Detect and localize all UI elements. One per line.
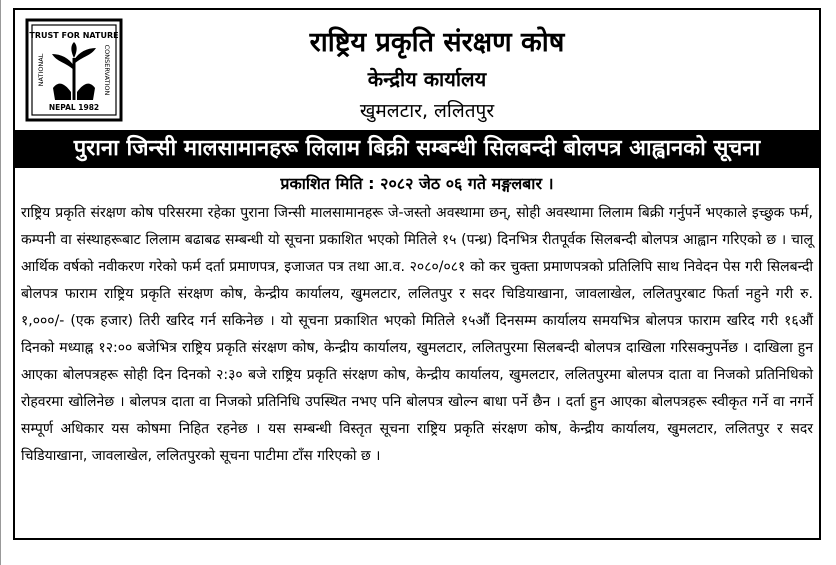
notice-body: राष्ट्रिय प्रकृति संरक्षण कोष परिसरमा रहेका पुराना जिन्सी मालसामानहरू जे-जस्तो अवस्थामा छन्, सोही अवस्थामा लिलाम बिक्री गर्नुपर्ने भएकाले इच्छुक फर्म, कम्पनी वा संस्थाहरूबाट लिलाम बढाबढ सम्बन्धी यो सूचना प्रकाशित भएको मितिले १५ (पन्ध्र) दिनभित्र रीतपूर्वक सिलबन्दी बोलपत्र आह्वान गरिएको छ । चालू आर्थिक वर्षको नवीकरण गरेको फर्म दर्ता प्रमाणपत्र, इजाजत पत्र तथा आ.व. २०८०/०८१ को कर चुक्ता प्रमाणपत्रको प्रतिलिपि साथ निवेदन पेस गरी सिलबन्दी बोलपत्र फाराम राष्ट्रिय प्रकृति संरक्षण कोष, केन्द्रीय कार्यालय, खुमलटार, ललितपुर र सदर चिडियाखाना, जावलाखेल, ललितपुरबाट फिर्ता नहुने गरी रु. १,०००/- (एक हजार) तिरी खरिद गर्न सकिनेछ । यो सूचना प्रकाशित भएको मितिले १५औं दिनसम्म कार्यालय समयभित्र बोलपत्र फाराम खरिद गरी १६औं दिनको मध्याह्न १२:०० बजेभित्र राष्ट्रिय प्रकृति संरक्षण कोष, केन्द्रीय कार्यालय, खुमलटार, ललितपुरमा सिलबन्दी बोलपत्र दाखिला गरिसक्नुपर्नेछ । दाखिला हुन आएका बोलपत्रहरू सोही दिन दिनको २:३० बजे राष्ट्रिय प्रकृति संरक्षण कोष, केन्द्रीय कार्यालय, खुमलटार, ललितपुरमा बोलपत्र दाता वा निजको प्रतिनिधिको रोहवरमा खोलिनेछ । बोलपत्र दाता वा निजको प्रतिनिधि उपस्थित नभए पनि बोलपत्र खोल्न बाधा पर्ने छैन । दर्ता हुन आएका बोलपत्रहरू स्वीकृत गर्ने वा नगर्ने सम्पूर्ण अधिकार यस कोषमा निहित रहनेछ । यस सम्बन्धी विस्तृत सूचना राष्ट्रिय प्रकृति संरक्षण कोष, केन्द्रीय कार्यालय, खुमलटार, ललितपुर र सदर चिडियाखाना, जावलाखेल, ललितपुरको सूचना पाटीमा टाँस गरिएको छ । bbox=[21, 205, 813, 464]
page-edge-line bbox=[0, 0, 1, 565]
office-name: केन्द्रीय कार्यालय bbox=[367, 67, 487, 91]
logo-bottom-text: NEPAL 1982 bbox=[48, 103, 100, 112]
notice-header bbox=[15, 10, 819, 128]
logo-top-text: TRUST FOR NATURE bbox=[29, 31, 119, 40]
org-name: राष्ट्रिय प्रकृति संरक्षण कोष bbox=[309, 27, 565, 58]
notice-title-banner: पुराना जिन्सी मालसामानहरू लिलाम बिक्री सम्बन्धी सिलबन्दी बोलपत्र आह्वानको सूचना bbox=[15, 130, 819, 168]
office-address: खुमलटार, ललितपुर bbox=[359, 100, 495, 122]
logo-right-text: CONSERVATION bbox=[103, 44, 111, 96]
published-date: प्रकाशित मिति : २०८२ जेठ ०६ गते मङ्गलबार । bbox=[280, 174, 554, 193]
notice-frame bbox=[13, 8, 821, 540]
logo-left-text: NATIONAL bbox=[37, 53, 45, 87]
